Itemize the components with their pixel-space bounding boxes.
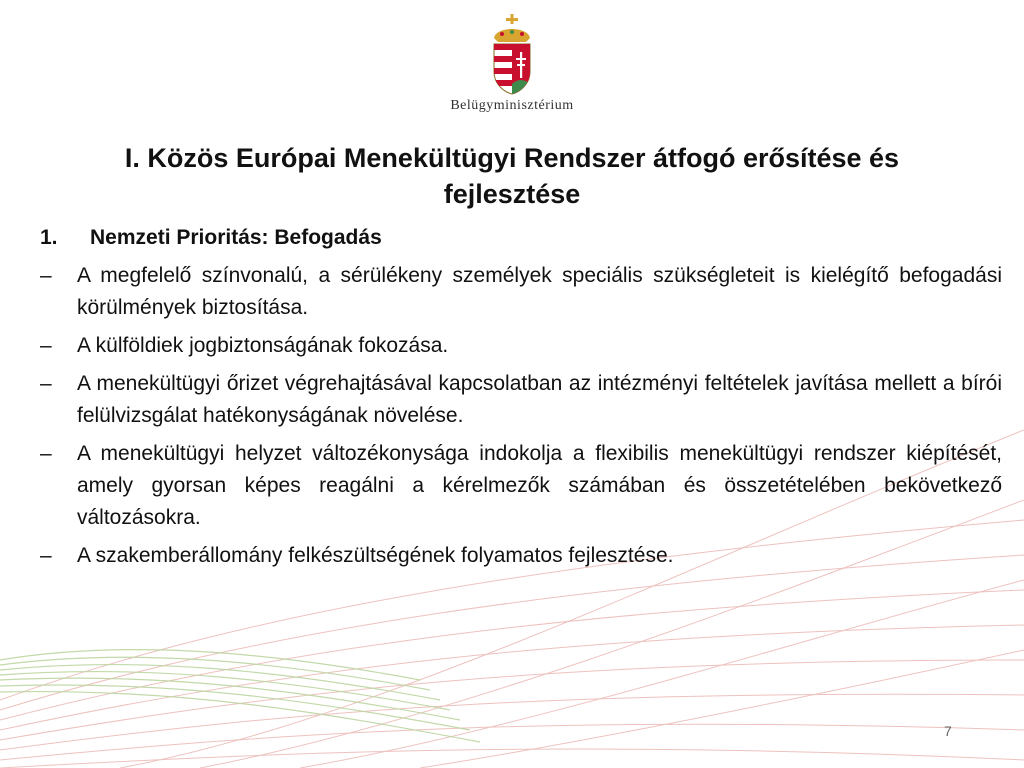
- dash-bullet-icon: –: [40, 544, 52, 567]
- dash-bullet-icon: –: [40, 372, 52, 395]
- bullet-text: A szakemberállomány felkészültségének folyamatos fejlesztése.: [77, 544, 674, 567]
- page-number: 7: [944, 723, 952, 739]
- bullet-text: A megfelelő színvonalú, a sérülékeny személyek speciális szükségleteit is kielégítő befogadási körülmények biztosítása.: [77, 264, 1002, 319]
- dash-bullet-icon: –: [40, 264, 52, 287]
- ministry-name: Belügyminisztérium: [450, 98, 574, 113]
- section-number: 1.: [40, 226, 58, 249]
- dash-bullet-icon: –: [40, 442, 52, 465]
- bullet-text: A menekültügyi őrizet végrehajtásával kapcsolatban az intézményi feltételek javítása mellett a bírói felülvizsgálat hatékonyságának növelése.: [77, 372, 1002, 427]
- dash-bullet-icon: –: [40, 334, 52, 357]
- bullet-item: [40, 260, 1002, 324]
- slide-title: I. Közös Európai Menekültügyi Rendszer átfogó erősítése és fejlesztése: [124, 143, 900, 209]
- bullet-item: [40, 330, 1002, 362]
- bullet-item: [40, 540, 1002, 572]
- bullet-text: A menekültügyi helyzet változékonysága indokolja a flexibilis menekültügyi rendszer kiépítését, amely gyorsan képes reagálni a kérelmezők számában és összetételében bekövetkező változásokra.: [77, 442, 1002, 529]
- bullet-item: [40, 438, 1002, 534]
- slide-content: [40, 222, 1002, 572]
- bullet-list: [40, 260, 1002, 572]
- bullet-text: A külföldiek jogbiztonságának fokozása.: [77, 334, 449, 357]
- bullet-item: [40, 368, 1002, 432]
- section-heading-text: Nemzeti Prioritás: Befogadás: [90, 226, 382, 249]
- hungarian-coat-of-arms-logo: [484, 14, 540, 96]
- section-heading: [40, 222, 1002, 254]
